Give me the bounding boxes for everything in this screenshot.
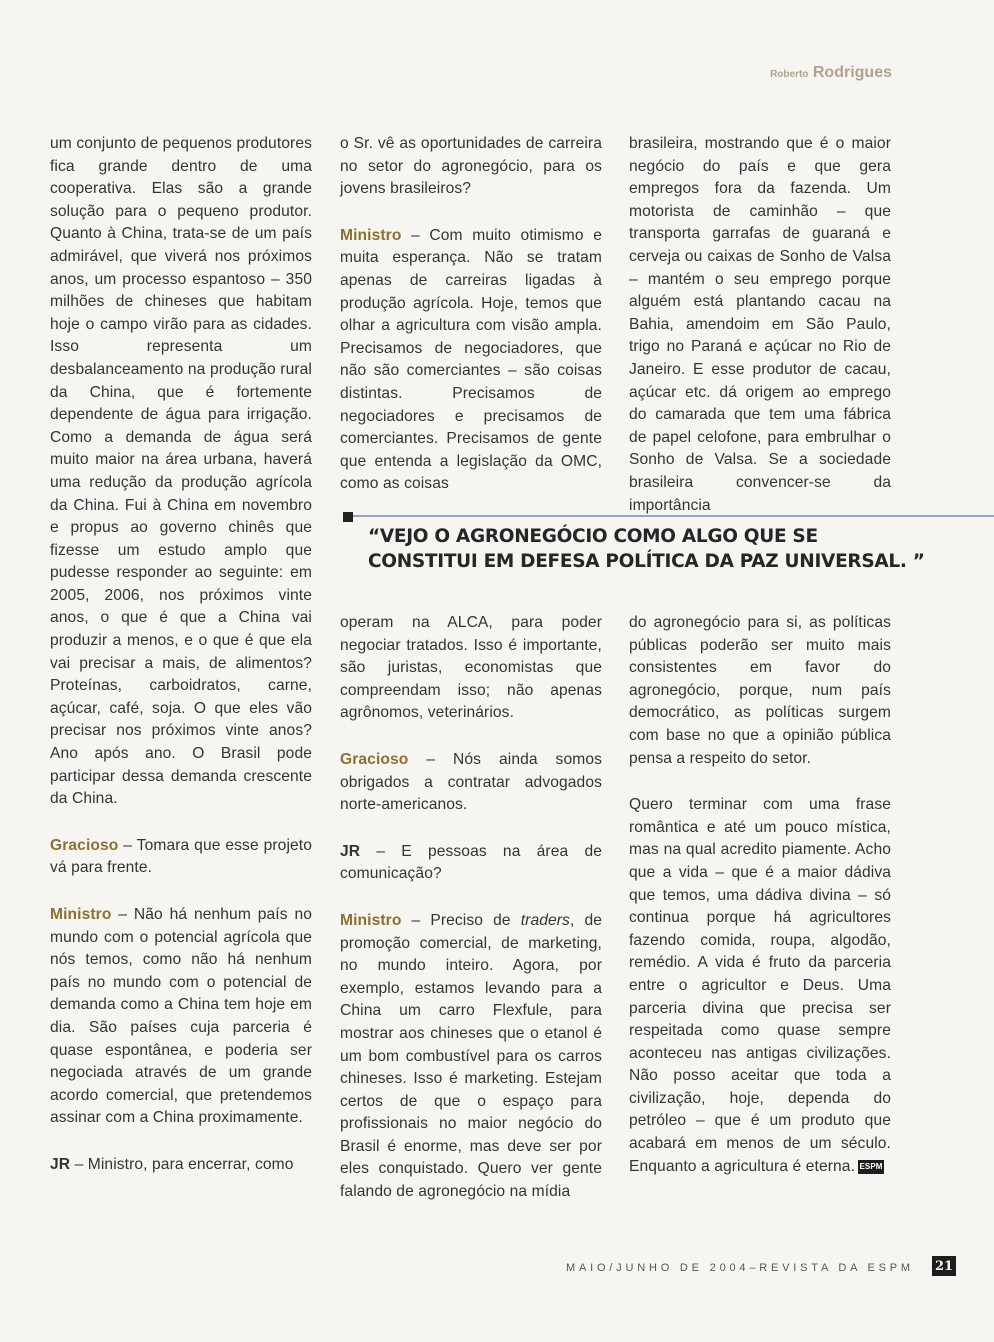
- paragraph: [629, 794, 891, 1178]
- paragraph: o Sr. vê as oportunidades de carreira no setor do agronegócio, para os jovens brasileiros?: [340, 135, 602, 198]
- column-1-top: [50, 133, 312, 1177]
- speech-text: – Nós ainda somos obrigados a contratar advogados norte-americanos.: [340, 750, 602, 814]
- speech-text: – E pessoas na área de comunicação?: [340, 842, 602, 883]
- paragraph: [340, 910, 602, 1204]
- speaker-label: Gracioso: [340, 750, 409, 768]
- paragraph: [50, 904, 312, 1130]
- paragraph: um conjunto de pequenos produtores fica grande dentro de uma cooperativa. Elas são a grande solução para o pequeno produtor. Quanto à China, trata-se de um país admirável, que viverá nos próximos anos, um processo espantoso – 350 milhões de chineses que habitam hoje o campo virão para as cidades. Isso representa um desbalanceamento na produção rural da China, que é fortemente dependente de água para irrigação. Como a demanda de água será muito maior na área urbana, haverá uma redução da produção agrícola da China. Fui à China em novembro e propus ao governo chinês que fizesse um estudo amplo que pudesse responder ao seguinte: em 2005, 2006, nos próximos vinte anos, o que é que a China vai produzir a menos, e o que é que ela vai precisar a mais, de alimentos? Proteínas, carboidratos, carne, açúcar, café, soja. O que eles vão precisar nos próximos vinte anos? Ano após ano. O Brasil pode participar dessa demanda crescente da China.: [50, 135, 312, 808]
- italic-term: traders: [520, 911, 570, 929]
- speaker-label: JR: [340, 842, 361, 860]
- speaker-label: Ministro: [340, 226, 402, 244]
- running-header: [770, 64, 892, 82]
- pull-quote: [343, 512, 994, 584]
- author-first-name: Roberto: [770, 69, 809, 80]
- speech-text: – Com muito otimismo e muita esperança. Não se tratam apenas de carreiras ligadas à produção agrícola. Hoje, temos que olhar a agricultura com visão ampla. Precisamos de negociadores, que não são comerciantes – são coisas distintas. Precisamos de negociadores e precisamos de comerciantes. Precisamos de gente que entenda a legislação da OMC, como as coisas: [340, 226, 602, 493]
- speaker-label: Ministro: [50, 906, 112, 923]
- paragraph: [50, 1154, 312, 1177]
- page-number: 21: [932, 1256, 956, 1276]
- column-3-top: [629, 133, 891, 517]
- paragraph: [340, 841, 602, 886]
- closing-text: Quero terminar com uma frase romântica e até um pouco mística, mas na qual acredito piamente. Acho que a vida – que é a maior dádiva que temos, uma dádiva divina – só continua porque há agricultores fazendo comida, roupa, algodão, remédio. A vida é fruto da parceria entre o agricultor e Deus. Uma parceria divina que precisa ser respeitada como quase sempre aconteceu nas antigas civilizações. Não posso aceitar que toda a civilização, hoje, dependa do petróleo – que é um produto que acabará em menos de um século. Enquanto a agricultura é eterna.: [629, 796, 891, 1175]
- speech-text: , de promoção comercial, de marketing, no mundo inteiro. Agora, por exemplo, estamos levando para a China um carro Flexfule, para mostrar aos chineses que o etanol é um bom combustível para os carros chineses. Isso é marketing. Estejam certos de que o espaço para profissionais no maior negócio do Brasil é enorme, mas deve ser por eles conquistado. Quero ver gente falando de agronegócio na mídia: [340, 911, 602, 1201]
- quote-rule: [349, 515, 994, 517]
- paragraph: brasileira, mostrando que é o maior negócio do país e que gera empregos fora da fazenda. Um motorista de caminhão – que transporta garrafas de guaraná e cerveja ou caixas de Sonho de Valsa – mantém o seu emprego porque alguém está plantando cacau na Bahia, amendoim em São Paulo, trigo no Paraná e açúcar no Rio de Janeiro. E esse produtor de cacau, açúcar etc. dá origem ao emprego do camarada que tem uma fábrica de papel celofone, para embrulhar o Sonho de Valsa. Se a sociedade brasileira convencer-se da importância: [629, 135, 891, 514]
- quote-square-marker: [343, 512, 353, 522]
- speech-text: – Tomara que esse projeto vá para frente.: [50, 836, 312, 877]
- column-3-bottom: [629, 612, 891, 1178]
- paragraph: [50, 835, 312, 880]
- speech-text: – Preciso de: [401, 911, 521, 929]
- column-2-bottom: [340, 612, 602, 1204]
- paragraph: [340, 749, 602, 817]
- speaker-label: Gracioso: [50, 836, 119, 854]
- paragraph: operam na ALCA, para poder negociar tratados. Isso é importante, são juristas, economistas que compreendam isso; não apenas agrônomos, veterinários.: [340, 614, 602, 722]
- page-footer: MAIO/JUNHO DE 2004–REVISTA DA ESPM: [566, 1262, 914, 1274]
- paragraph: [340, 225, 602, 496]
- speech-text: – Ministro, para encerrar, como: [70, 1155, 294, 1173]
- paragraph: do agronegócio para si, as políticas públicas poderão ser muito mais consistentes em favor do agronegócio, porque, num país democrático, as políticas surgem com base no que a opinião pública pensa a respeito do setor.: [629, 614, 891, 767]
- column-2-top: [340, 133, 602, 496]
- speaker-label: Ministro: [340, 911, 402, 929]
- pull-quote-text: “VEJO O AGRONEGÓCIO COMO ALGO QUE SE CONSTITUI EM DEFESA POLÍTICA DA PAZ UNIVERSAL. ”: [368, 526, 925, 572]
- espm-end-mark-icon: ESPM: [858, 1160, 884, 1174]
- author-last-name: Rodrigues: [812, 64, 892, 81]
- speech-text: – Não há nenhum país no mundo com o potencial agrícola que nós temos, como não há nenhum país no mundo com o potencial de demanda como a China tem hoje em dia. São países cuja parceria é quase espontânea, e poderia ser negociada através de um grande acordo comercial, que pretendemos assinar com a China proximamente.: [50, 906, 312, 1127]
- speaker-label: JR: [50, 1155, 71, 1173]
